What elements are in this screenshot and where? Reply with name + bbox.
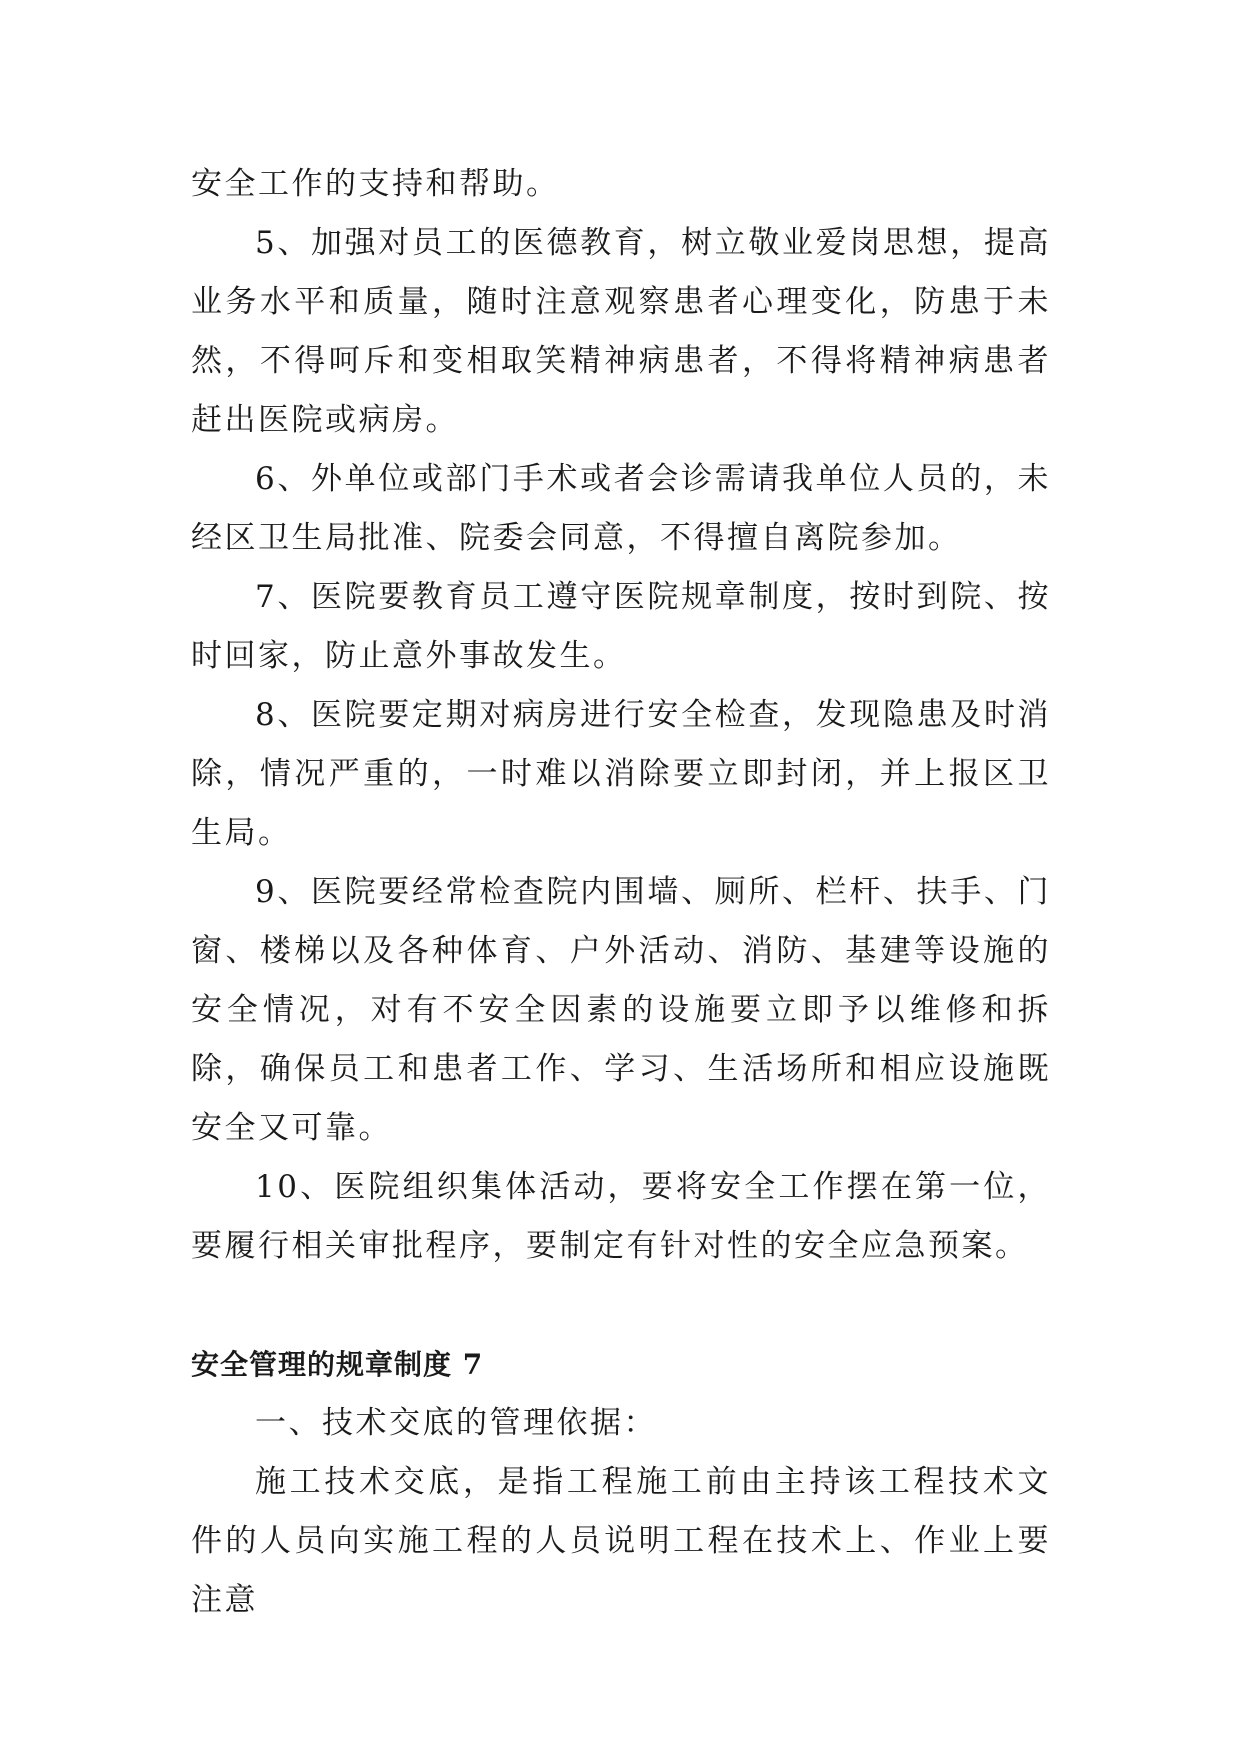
paragraph-item-6: 6、外单位或部门手术或者会诊需请我单位人员的，未经区卫生局批准、院委会同意，不得擅自离院参加。 <box>191 461 1051 556</box>
paragraph-item-7: 7、医院要教育员工遵守医院规章制度，按时到院、按时回家，防止意外事故发生。 <box>191 579 1051 674</box>
paragraph-item-10: 10、医院组织集体活动，要将安全工作摆在第一位，要履行相关审批程序，要制定有针对性的安全应急预案。 <box>191 1169 1051 1264</box>
paragraph-item-5: 5、加强对员工的医德教育，树立敬业爱岗思想，提高业务水平和质量，随时注意观察患者心理变化，防患于未然，不得呵斥和变相取笑精神病患者，不得将精神病患者赶出医院或病房。 <box>191 225 1051 438</box>
paragraph-technical-disclosure: 施工技术交底，是指工程施工前由主持该工程技术文件的人员向实施工程的人员说明工程在技术上、作业上要注意 <box>191 1464 1051 1618</box>
paragraph-item-9: 9、医院要经常检查院内围墙、厕所、栏杆、扶手、门窗、楼梯以及各种体育、户外活动、消防、基建等设施的安全情况，对有不安全因素的设施要立即予以维修和拆除，确保员工和患者工作、学习、生活场所和相应设施既安全又可靠。 <box>191 874 1051 1146</box>
paragraph-item-8: 8、医院要定期对病房进行安全检查，发现隐患及时消除，情况严重的，一时难以消除要立即封闭，并上报区卫生局。 <box>191 697 1051 851</box>
subheading-technical-disclosure: 一、技术交底的管理依据： <box>255 1405 657 1441</box>
paragraph-continuation: 安全工作的支持和帮助。 <box>191 166 560 202</box>
section-heading: 安全管理的规章制度 7 <box>191 1348 484 1381</box>
document-page <box>191 155 1051 1630</box>
